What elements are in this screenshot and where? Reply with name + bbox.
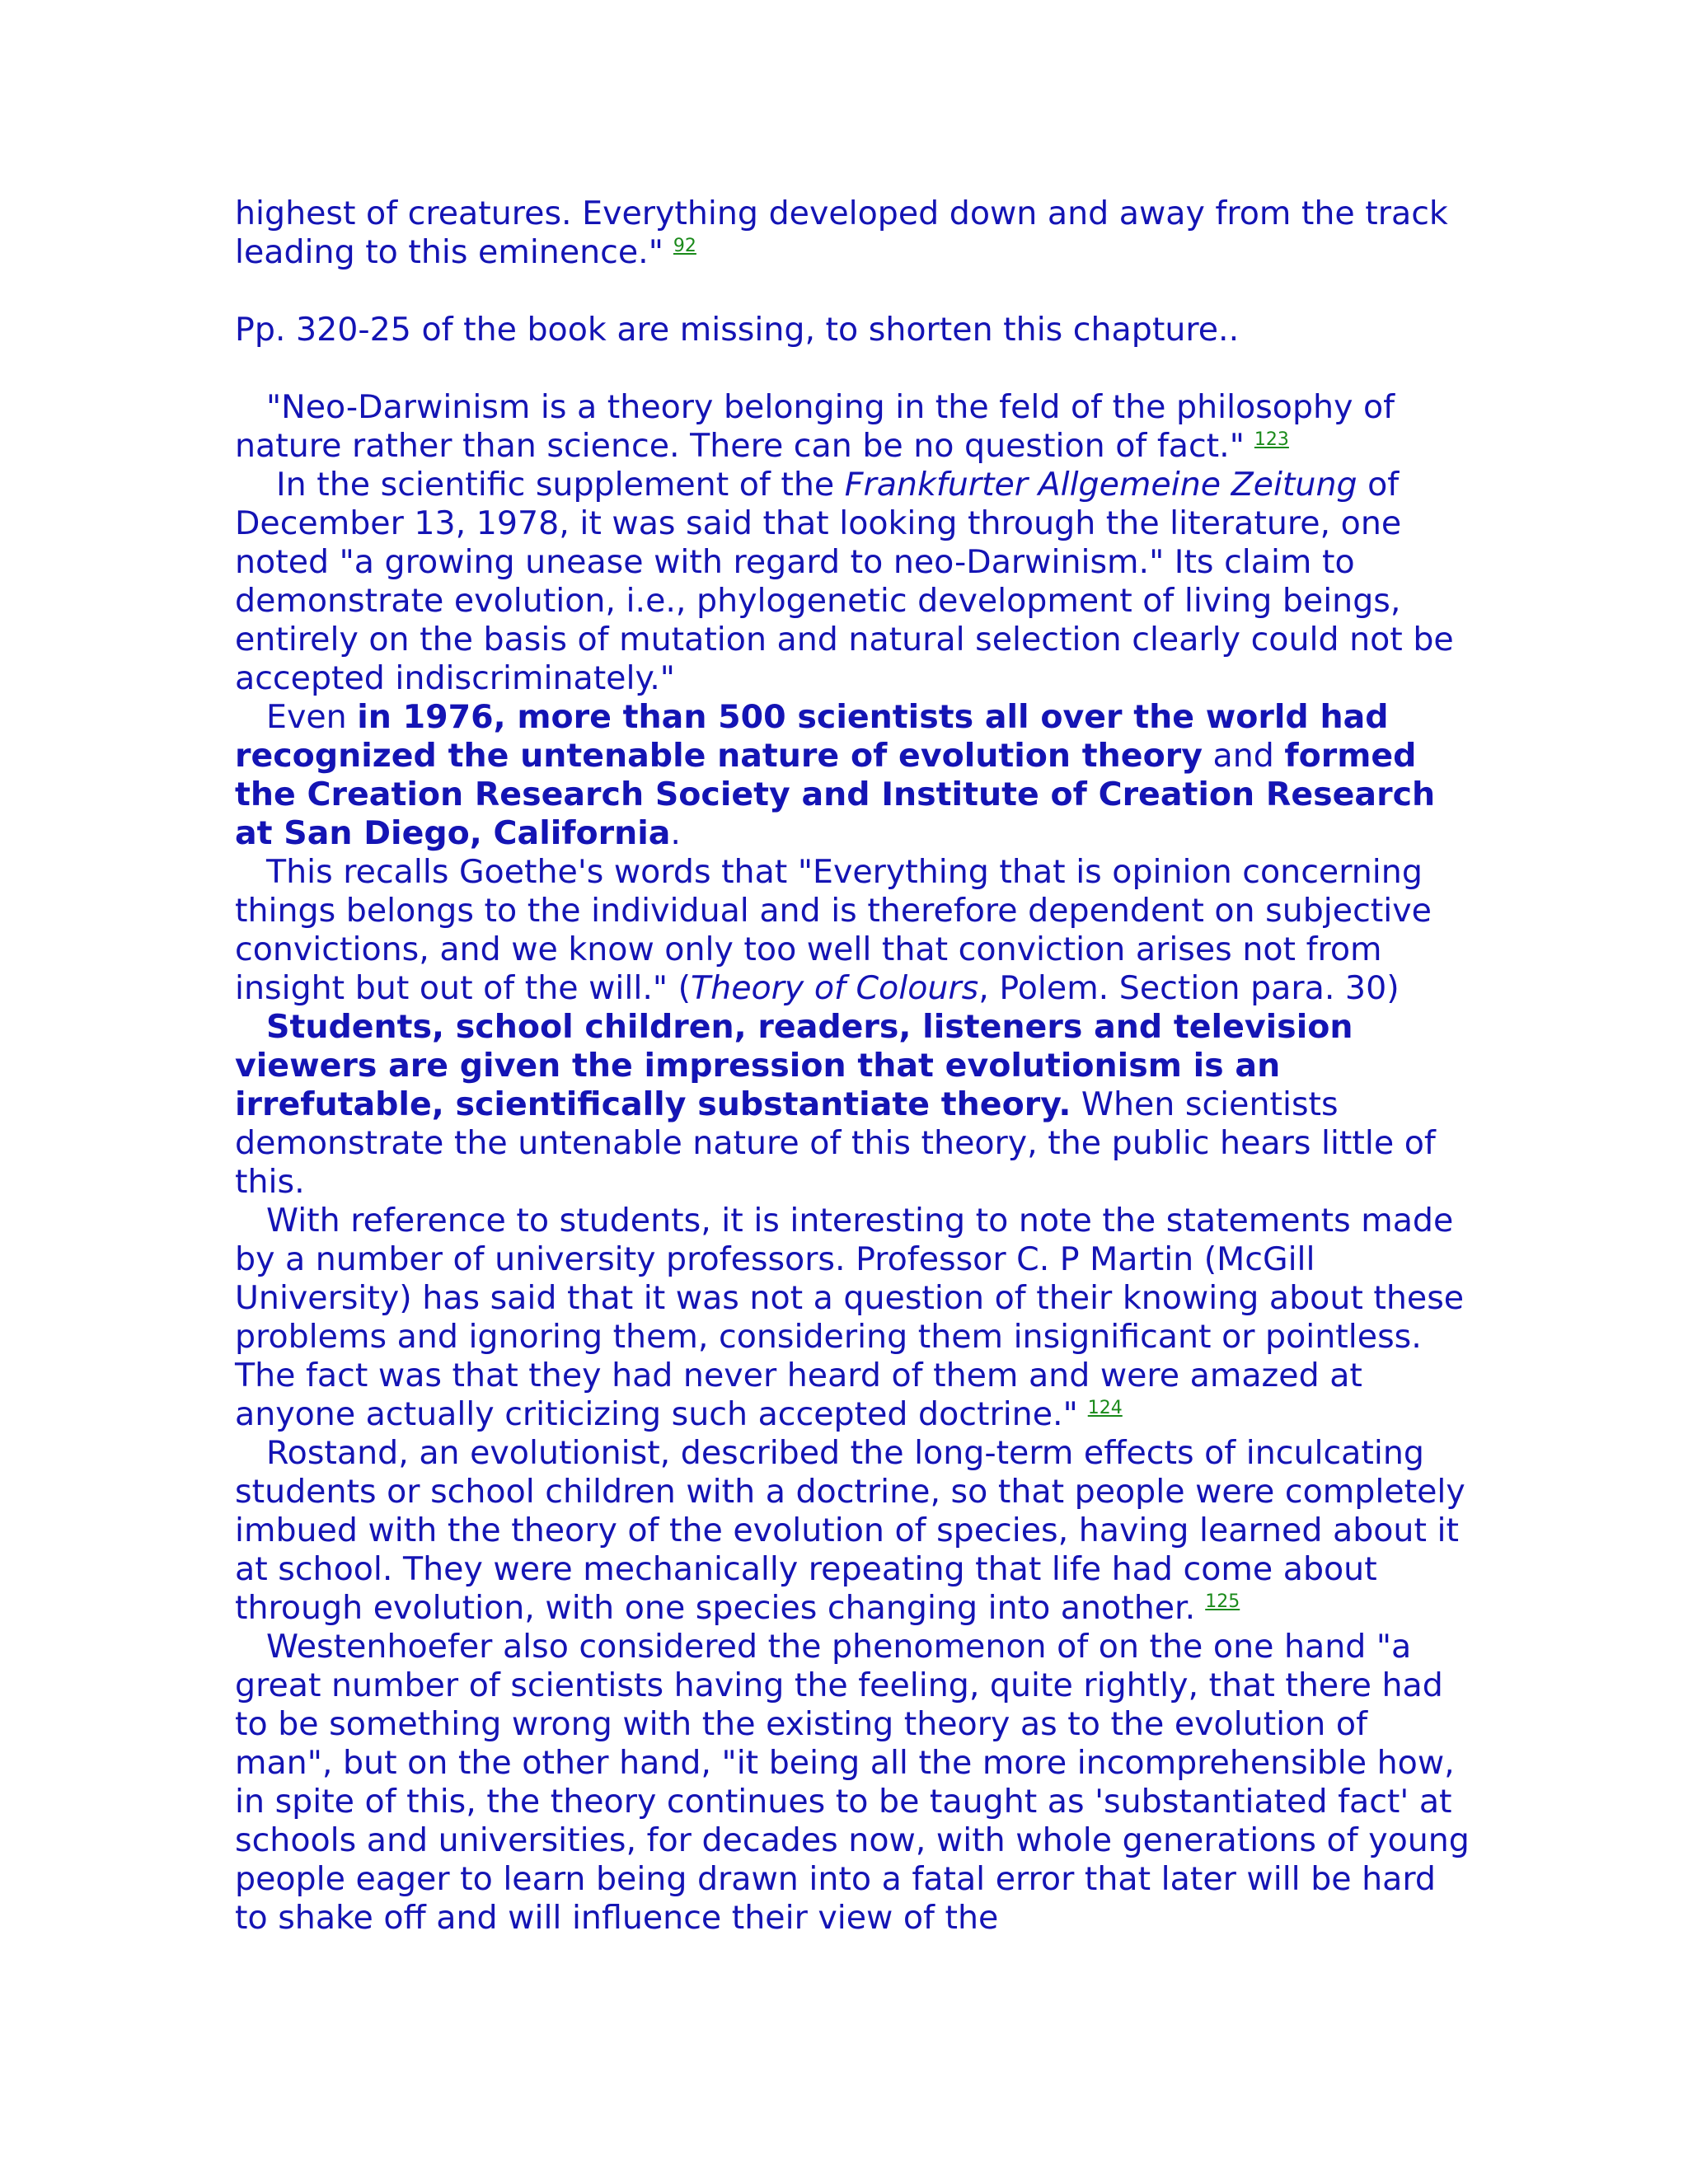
paragraph-text: Rostand, an evolutionist, described the long-term effects of inculcating students or school children with a doctrine, so that people were completely imbued with the theory of the evolution of species, having learned about it at school. They were mechanically repeating that life had come about through evolution, with one species changing into another. [235, 1434, 1465, 1627]
bold-text: formed the Creation Research Society and Institute of Creation Research at San Diego, California [235, 737, 1436, 852]
paragraph-text: , Polem. Section para. 30) [978, 969, 1400, 1007]
paragraph-3 [235, 388, 1471, 466]
paragraph-6 [235, 853, 1471, 1008]
book-title: Theory of Colours [691, 969, 979, 1007]
paragraph-2-note: Pp. 320-25 of the book are missing, to shorten this chapture.. [235, 311, 1240, 349]
footnote-link-92[interactable]: 92 [673, 236, 696, 256]
footnote-link-124[interactable]: 124 [1087, 1398, 1123, 1418]
paragraph-text: highest of creatures. Everything developed down and away from the track leading to this eminence." [235, 194, 1448, 271]
paragraph-text: This recalls Goethe's words that "Everything that is opinion concerning things belongs to the individual and is therefore dependent on subjective convictions, and we know only too well that conviction arises not from insight but out of the will." ( [235, 853, 1432, 1007]
paragraph-text: and [1202, 737, 1285, 775]
paragraph-text: When scientists demonstrate the untenable nature of this theory, the public hears little of this. [235, 1085, 1436, 1201]
document-body [235, 194, 1471, 1938]
spacer [235, 349, 1471, 388]
paragraph-8 [235, 1202, 1471, 1434]
bold-text: Students, school children, readers, listeners and television viewers are given the impression that evolutionism is an irrefutable, scientifically substantiate theory. [235, 1008, 1353, 1123]
footnote-link-123[interactable]: 123 [1254, 429, 1289, 450]
paragraph-text: Even [266, 698, 358, 736]
paragraph-7 [235, 1008, 1471, 1202]
paragraph-4 [235, 466, 1471, 698]
paragraph-10: Westenhoefer also considered the phenomenon of on the one hand "a great number of scientists having the feeling, quite rightly, that there had to be something wrong with the existing theory as to the evolution of man", but on the other hand, "it being all the more incomprehensible how, in spite of this, the theory continues to be taught as 'substantiated fact' at schools and universities, for decades now, with whole generations of young people eager to learn being drawn into a fatal error that later will be hard to shake off and will influence their view of the [235, 1628, 1470, 1937]
paragraph-text: . [670, 814, 681, 852]
footnote-link-125[interactable]: 125 [1205, 1591, 1240, 1612]
paragraph-9 [235, 1434, 1471, 1628]
spacer [235, 272, 1471, 311]
paragraph-5 [235, 698, 1471, 853]
paragraph-1 [235, 194, 1471, 272]
paragraph-text: With reference to students, it is interesting to note the statements made by a number of university professors. Professor C. P Martin (McGill University) has said that it was not a question of their knowing about these problems and ignoring them, considering them insignificant or pointless. The fact was that they had never heard of them and were amazed at anyone actually criticizing such accepted doctrine." [235, 1202, 1465, 1433]
bold-text: in 1976, more than 500 scientists all over the world had recognized the untenable nature of evolution theory [235, 698, 1389, 775]
paragraph-text: of December 13, 1978, it was said that looking through the literature, one noted "a growing unease with regard to neo-Darwinism." Its claim to demonstrate evolution, i.e., phylogenetic development of living beings, entirely on the basis of mutation and natural selection clearly could not be accepted indiscriminately." [235, 466, 1454, 697]
paragraph-text: In the scientific supplement of the [276, 466, 845, 504]
newspaper-title: Frankfurter Allgemeine Zeitung [844, 466, 1357, 504]
paragraph-text: "Neo-Darwinism is a theory belonging in the feld of the philosophy of nature rather than science. There can be no question of fact." [235, 388, 1395, 465]
